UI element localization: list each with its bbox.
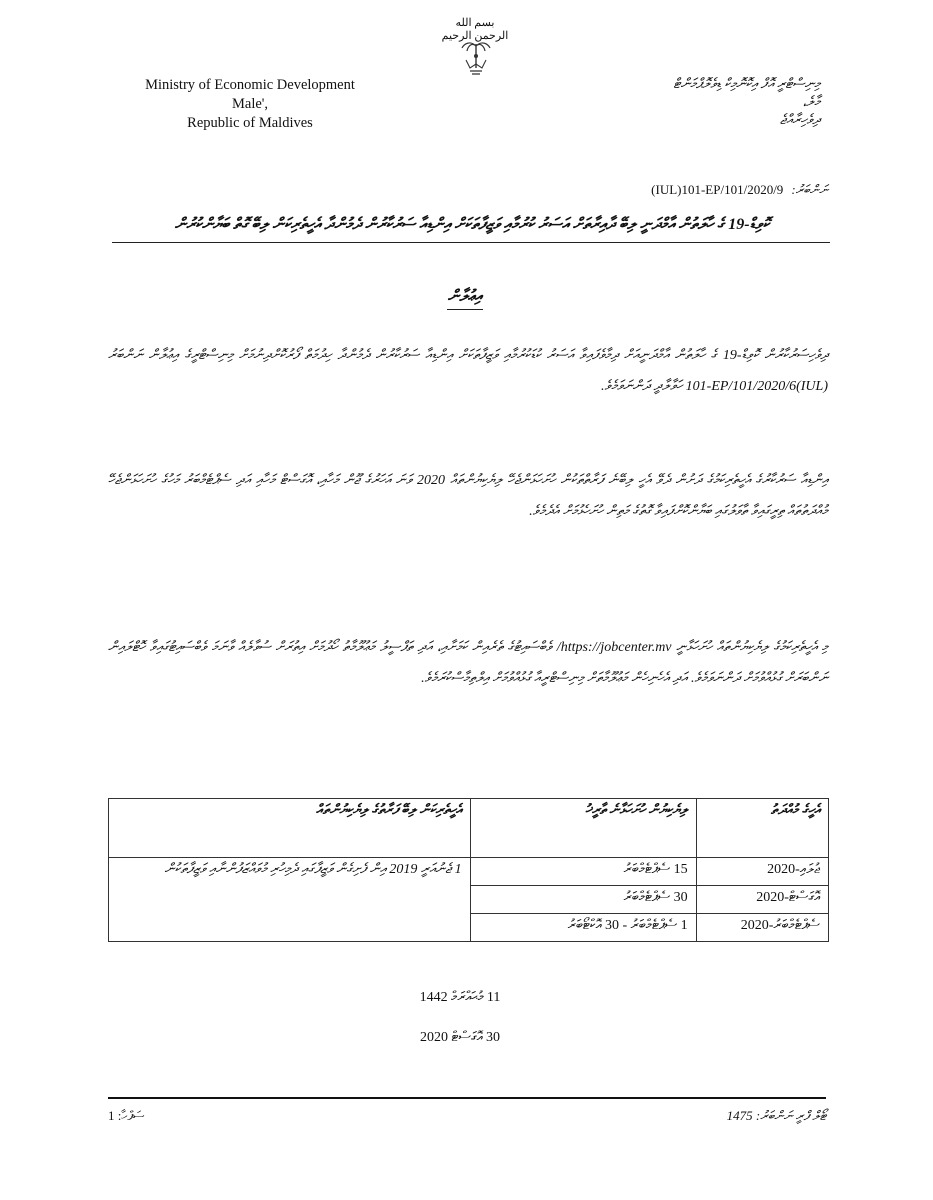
table-header-row bbox=[109, 799, 829, 858]
notice-underline bbox=[447, 309, 483, 310]
row3-period: ސެޕްޓެމްބަރު-2020 bbox=[696, 914, 828, 942]
header-documents: އެހީތެރިކަން ލިބޭ ފަރާތުގެ ލިޔެކިޔުންތައް bbox=[109, 799, 471, 858]
document-title: ކޮވިޑް-19 ގެ ހާލަތުން އާމްދަނީ ލިބޭ ދާއިރާތަށް އަސަރު ކުރުމާއި ވަޒީފާތަކަށް އިންޑިއާ ސަރުކާރުން ދެމުންދާ އެހީތެރިކަން ލިބޭ ގޮތް ބަޔާންކުރުން bbox=[174, 216, 770, 233]
header-deadline: ލިޔެކިޔުން ހުށަހަޅާނެ ތާރީޚު bbox=[470, 799, 696, 858]
reference-number-row bbox=[118, 182, 828, 198]
reference-label: ނަންބަރު: bbox=[791, 182, 828, 197]
row3-deadline: 1 ސެޕްޓެމްބަރު - 30 އޮކްޓޯބަރު bbox=[470, 914, 696, 942]
paragraph-3: މި އެހީތެރިކަމުގެ ލިޔެކިޔުންތައް ހުށަހަޅާނީ https://jobcenter.mv/ ވެބްސައިޓުގެ ތެރެއިން ކަމަށާއި، އަދި ތަފްސީލު މަޢުލޫމާތު ހޯދުމަށް އިތުރަށް ސުވާލެއް ވާނަމަ ވެބްސައިޓުގައިވާ ހޮޓްލައިން ނަންބަރަށް ގުޅުއްވުމަށް ދަންނަވަމެވެ. އަދި އެހެނިހެން މަޢުލޫމާތަށް މިނިސްޓްރީއާ ގުޅުއްވުމަށް އިލްތިމާސްކުރަމެވެ. bbox=[108, 640, 828, 686]
date-hijri: 11 މުޙައްރަމް 1442 bbox=[419, 990, 501, 1005]
ministry-dv-line1: މިނިސްޓްރީ އޮފް އިކޮނޮމިކް ޑިވެލޮޕްމަންޓް bbox=[673, 77, 820, 92]
table-row bbox=[109, 858, 829, 886]
title-underline bbox=[112, 242, 830, 243]
ministry-dv-line2: މާލެ، bbox=[802, 95, 820, 110]
page-number: ސަފްހާ: 1 bbox=[108, 1108, 145, 1123]
state-emblem-icon bbox=[460, 38, 492, 78]
deadline-table bbox=[108, 798, 829, 942]
hotline-number: ޓޯލް ފްރީ ނަންބަރު: 1475 bbox=[726, 1108, 826, 1123]
reference-number: (IUL)101-EP/101/2020/9 bbox=[651, 182, 784, 197]
header-period: އެހީގެ މުއްދަތު bbox=[696, 799, 828, 858]
row1-deadline: 15 ސެޕްޓެމްބަރު bbox=[470, 858, 696, 886]
row1-period: ޖުލައި-2020 bbox=[696, 858, 828, 886]
row2-period: އޮގަސްޓް-2020 bbox=[696, 886, 828, 914]
bismillah-calligraphy: بسم الله الرحمن الرحيم bbox=[441, 17, 509, 42]
ministry-name-dhivehi bbox=[555, 76, 820, 130]
ministry-en-line2: Male', bbox=[231, 96, 269, 112]
ministry-en-line1: Ministry of Economic Development bbox=[145, 77, 355, 93]
footer-divider bbox=[108, 1097, 826, 1099]
ministry-name-english bbox=[120, 76, 380, 133]
date-gregorian: 30 އޮގަސްޓް 2020 bbox=[419, 1030, 501, 1045]
row-documents: 1 ޖެނުއަރީ 2019 އިން ފެށިގެން ވަޒީފާގައި ދެމިހުރި މުވައްޒަފުންނާއި ވަޒީފާތަކުން bbox=[109, 858, 471, 942]
ministry-en-line3: Republic of Maldives bbox=[187, 115, 313, 131]
ministry-dv-line3: ދިވެހިރާއްޖެ bbox=[779, 113, 820, 128]
row2-deadline: 30 ސެޕްޓެމްބަރު bbox=[470, 886, 696, 914]
paragraph-1: ދިވެހިސަރުކާރުން ކޮވިޑް-19 ގެ ހާލަތުން އާމްދަނީއަށް ދިމާވެފައިވާ އަސަރު ކުޑަކުރުމާއި ވަޒީފާތަކަށް އިންޑިއާ ސަރުކާރުން ދެމުންދާ ހިދުމަތް ފޯރުކޮށްދިނުމަށް މިނިސްޓްރީގެ އިޢުލާން ނަންބަރު (IUL)101-EP/101/2020/6 ހަވާލާދީ ދަންނަވަމެވެ. bbox=[108, 348, 828, 394]
paragraph-2: އިންޑިއާ ސަރުކާރުގެ އެހީތެރިކަމުގެ ދަށުން ދެވޭ އެހީ ލިބޭނެ ފަރާތްތަކުން ހުށަހަޅަންޖެހޭ ލިޔެކިޔުންތައް 2020 ވަނަ އަހަރުގެ ޖޫން މަހާއި، އޮގަސްޓް މަހާއި އަދި ސެޕްޓެމްބަރު މަހުގެ ހުށަހަޅަންޖެހޭ މުއްދަތުތައް ތިރީގައިވާ ތާވަލުގައި ބަޔާންކޮށްފައިވާ ގޮތުގެ މަތިން ހުށަހެޅުމަށް އެދެމެވެ. bbox=[108, 473, 828, 519]
notice-heading: އިޢުލާން bbox=[447, 288, 483, 305]
